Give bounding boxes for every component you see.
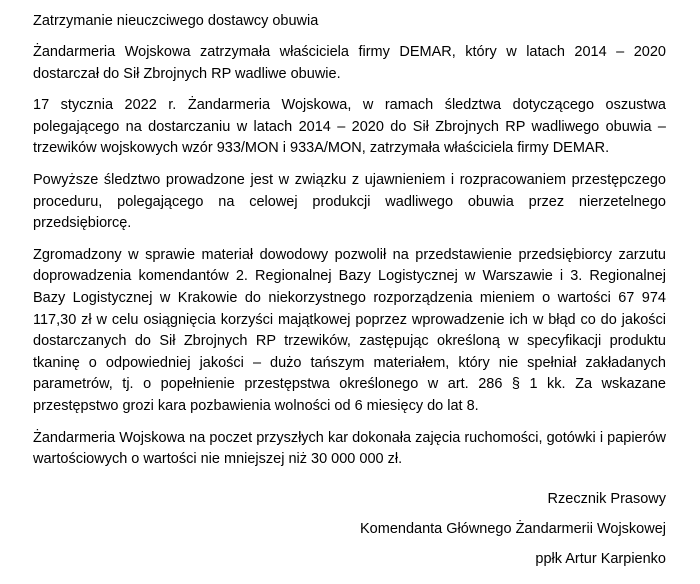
paragraph-seizure: Żandarmeria Wojskowa na poczet przyszłych kar dokonała zajęcia ruchomości, gotówki i papierów wartościowych o wartości nie mniejszej niż 30 000 000 zł. — [33, 429, 666, 468]
paragraph-arrest: 17 stycznia 2022 r. Żandarmeria Wojskowa, w ramach śledztwa dotyczącego oszustwa polegającego na dostarczaniu w latach 2014 – 2020 do Sił Zbrojnych RP wadliwego obuwia – trzewików wojskowych wzór 933/MON i 933A/MON, zatrzymała właściciela firmy DEMAR. — [33, 97, 666, 157]
document-title: Zatrzymanie nieuczciwego dostawcy obuwia — [33, 13, 319, 29]
signature-role: Rzecznik Prasowy — [547, 491, 666, 507]
document-body — [33, 10, 666, 481]
paragraph-summary: Żandarmeria Wojskowa zatrzymała właściciela firmy DEMAR, który w latach 2014 – 2020 dostarczał do Sił Zbrojnych RP wadliwe obuwie. — [33, 44, 666, 82]
paragraph-investigation: Powyższe śledztwo prowadzone jest w związku z ujawnieniem i rozpracowaniem przestępczego proceduru, polegającego na celowej produkcji wadliwego obuwia przez nierzetelnego przedsiębiorcę. — [33, 171, 666, 232]
signature-block — [360, 488, 666, 578]
signature-office: Komendanta Głównego Żandarmerii Wojskowej — [360, 521, 666, 537]
paragraph-charges: Zgromadzony w sprawie materiał dowodowy pozwolił na przedstawienie przedsiębiorcy zarzutu doprowadzenia komendantów 2. Regionalnej Bazy Logistycznej w Warszawie i 3. Regionalnej Bazy Logistycznej w Krakowie do niekorzystnego rozporządzenia mieniem o wartości 67 974 117,30 zł w celu osiągnięcia korzyści majątkowej poprzez wprowadzenie ich w błąd co do jakości dostarczanych do Sił Zbrojnych RP trzewików, zastępując określoną w specyfikacji produktu tkaninę o odpowiedniej jakości – dużo tańszym materiałem, który nie spełniał zakładanych parametrów, tj. o popełnienie przestępstwa określonego w art. 286 § 1 kk. Za wskazane przestępstwo grozi kara pozbawienia wolności od 6 miesięcy do lat 8. — [33, 246, 666, 414]
signature-name: ppłk Artur Karpienko — [535, 551, 666, 567]
